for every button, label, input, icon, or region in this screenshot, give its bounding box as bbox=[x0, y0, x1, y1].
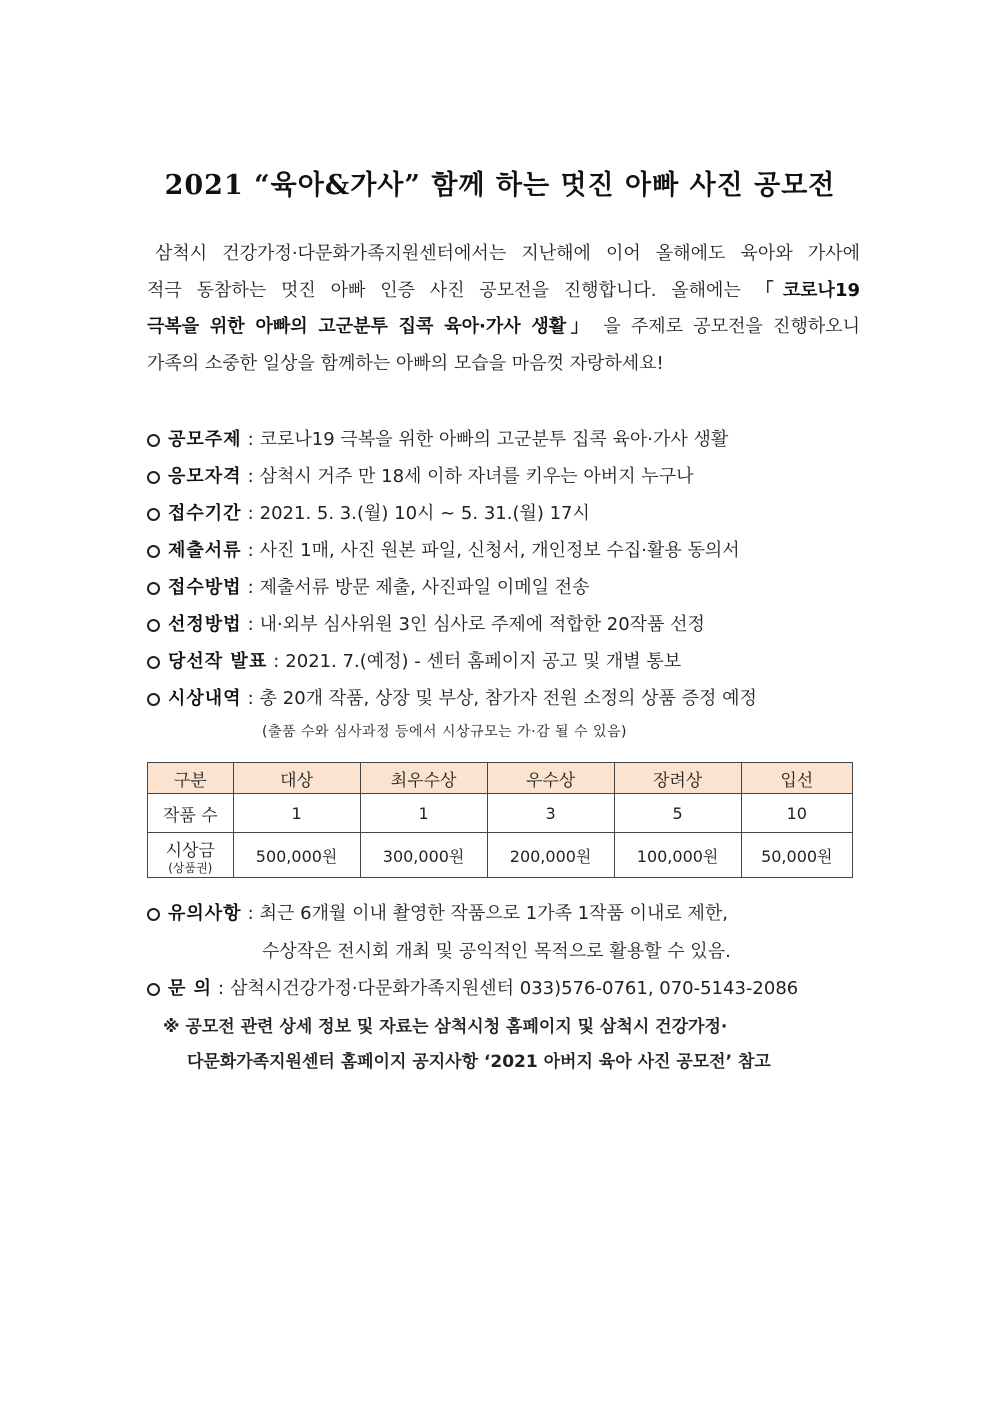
intro-line-2-text: 적극 동참하는 멋진 아빠 인증 사진 공모전을 진행합니다. 올해에는 bbox=[147, 279, 756, 301]
table-cell: 500,000원 bbox=[233, 833, 360, 878]
info-item-contact: 문 의 : 삼척시건강가정·다문화가족지원센터 033)576-0761, 070-5143-2086 bbox=[147, 974, 867, 1011]
intro-line-4: 가족의 소중한 일상을 함께하는 아빠의 모습을 마음껏 자랑하세요! bbox=[147, 352, 664, 374]
circle-bullet-icon bbox=[147, 908, 160, 921]
reference-note-line-2: 다문화가족지원센터 홈페이지 공지사항 ‘2021 아버지 육아 사진 공모전’ 참고 bbox=[187, 1052, 771, 1072]
info-item-method: 접수방법 : 제출서류 방문 제출, 사진파일 이메일 전송 bbox=[147, 573, 867, 610]
circle-bullet-icon bbox=[147, 471, 160, 484]
awards-note: (출품 수와 심사과정 등에서 시상규모는 가·감 될 수 있음) bbox=[262, 724, 628, 740]
info-list-2 bbox=[147, 899, 867, 936]
info-label: 유의사항 bbox=[168, 903, 242, 924]
info-label: 공모주제 bbox=[168, 429, 242, 450]
info-list-3 bbox=[147, 974, 867, 1011]
info-value: 내·외부 심사위원 3인 심사로 주제에 적합한 20작품 선정 bbox=[259, 614, 705, 635]
intro-line-3 bbox=[147, 309, 860, 346]
notice-continuation: 수상작은 전시회 개최 및 공익적인 목적으로 활용할 수 있음. bbox=[262, 941, 731, 962]
circle-bullet-icon bbox=[147, 983, 160, 996]
circle-bullet-icon bbox=[147, 619, 160, 632]
intro-line-2 bbox=[147, 273, 860, 310]
info-item-period: 접수기간 : 2021. 5. 3.(월) 10시 ~ 5. 31.(월) 17시 bbox=[147, 499, 867, 536]
info-value: 총 20개 작품, 상장 및 부상, 참가자 전원 소정의 상품 증정 예정 bbox=[259, 688, 757, 709]
info-item-notice: 유의사항 : 최근 6개월 이내 촬영한 작품으로 1가족 1작품 이내로 제한, bbox=[147, 899, 867, 936]
info-label: 선정방법 bbox=[168, 614, 242, 635]
table-header-cell: 대상 bbox=[233, 763, 360, 794]
info-item-eligibility: 응모자격 : 삼척시 거주 만 18세 이하 자녀를 키우는 아버지 누구나 bbox=[147, 462, 867, 499]
table-header-cell: 구분 bbox=[148, 763, 234, 794]
info-item-announcement: 당선작 발표 : 2021. 7.(예정) - 센터 홈페이지 공고 및 개별 통보 bbox=[147, 647, 867, 684]
info-label: 문 의 bbox=[168, 978, 213, 999]
table-cell: 100,000원 bbox=[614, 833, 741, 878]
row-label bbox=[148, 833, 234, 878]
info-label: 응모자격 bbox=[168, 466, 242, 487]
circle-bullet-icon bbox=[147, 582, 160, 595]
table-cell: 1 bbox=[233, 794, 360, 833]
table-header-cell: 우수상 bbox=[487, 763, 614, 794]
circle-bullet-icon bbox=[147, 434, 160, 447]
table-cell: 200,000원 bbox=[487, 833, 614, 878]
table-row bbox=[148, 794, 853, 833]
intro-line-3-text: 을 주제로 공모전을 진행하오니 bbox=[593, 316, 860, 337]
circle-bullet-icon bbox=[147, 656, 160, 669]
table-cell: 10 bbox=[741, 794, 852, 833]
table-header-cell: 최우수상 bbox=[360, 763, 487, 794]
intro-paragraph bbox=[147, 236, 860, 382]
row-label: 작품 수 bbox=[148, 794, 234, 833]
info-item-awards: 시상내역 : 총 20개 작품, 상장 및 부상, 참가자 전원 소정의 상품 증정 예정 bbox=[147, 684, 867, 721]
info-item-selection: 선정방법 : 내·외부 심사위원 3인 심사로 주제에 적합한 20작품 선정 bbox=[147, 610, 867, 647]
table-header-row bbox=[148, 763, 853, 794]
info-label: 접수기간 bbox=[168, 503, 242, 524]
table-header-cell: 장려상 bbox=[614, 763, 741, 794]
table-cell: 3 bbox=[487, 794, 614, 833]
reference-note-line-1: ※ 공모전 관련 상세 정보 및 자료는 삼척시청 홈페이지 및 삼척시 건강가정· bbox=[163, 1017, 728, 1037]
intro-line-3-bold: 극복을 위한 아빠의 고군분투 집콕 육아·가사 생활」 bbox=[147, 316, 594, 337]
table-cell: 300,000원 bbox=[360, 833, 487, 878]
info-value: 삼척시건강가정·다문화가족지원센터 033)576-0761, 070-5143-2086 bbox=[230, 978, 799, 999]
intro-line-2-bold: 「코로나19 bbox=[755, 279, 860, 301]
table-cell: 5 bbox=[614, 794, 741, 833]
info-value: 제출서류 방문 제출, 사진파일 이메일 전송 bbox=[259, 577, 590, 598]
info-label: 접수방법 bbox=[168, 577, 242, 598]
info-value: 코로나19 극복을 위한 아빠의 고군분투 집콕 육아·가사 생활 bbox=[259, 429, 729, 450]
info-label: 제출서류 bbox=[168, 540, 242, 561]
row-sublabel: (상품권) bbox=[168, 860, 213, 875]
info-label: 시상내역 bbox=[168, 688, 242, 709]
info-value: 2021. 5. 3.(월) 10시 ~ 5. 31.(월) 17시 bbox=[259, 503, 590, 524]
info-value: 삼척시 거주 만 18세 이하 자녀를 키우는 아버지 누구나 bbox=[259, 466, 694, 487]
circle-bullet-icon bbox=[147, 545, 160, 558]
table-row bbox=[148, 833, 853, 878]
prize-table bbox=[147, 762, 853, 878]
intro-line-1: 삼척시 건강가정·다문화가족지원센터에서는 지난해에 이어 올해에도 육아와 가사에 bbox=[155, 243, 860, 264]
info-value: 2021. 7.(예정) - 센터 홈페이지 공고 및 개별 통보 bbox=[285, 651, 682, 672]
info-value: 사진 1매, 사진 원본 파일, 신청서, 개인정보 수집·활용 동의서 bbox=[259, 540, 740, 561]
table-cell: 50,000원 bbox=[741, 833, 852, 878]
info-label: 당선작 발표 bbox=[168, 651, 268, 672]
info-value: 최근 6개월 이내 촬영한 작품으로 1가족 1작품 이내로 제한, bbox=[259, 903, 729, 924]
info-item-topic: 공모주제 : 코로나19 극복을 위한 아빠의 고군분투 집콕 육아·가사 생활 bbox=[147, 425, 867, 462]
info-list bbox=[147, 425, 867, 721]
page-title: 2021 “육아&가사” 함께 하는 멋진 아빠 사진 공모전 bbox=[164, 170, 836, 201]
info-item-documents: 제출서류 : 사진 1매, 사진 원본 파일, 신청서, 개인정보 수집·활용 동의서 bbox=[147, 536, 867, 573]
table-header-cell: 입선 bbox=[741, 763, 852, 794]
table-cell: 1 bbox=[360, 794, 487, 833]
row-label-text: 시상금 bbox=[165, 840, 215, 861]
circle-bullet-icon bbox=[147, 693, 160, 706]
circle-bullet-icon bbox=[147, 508, 160, 521]
